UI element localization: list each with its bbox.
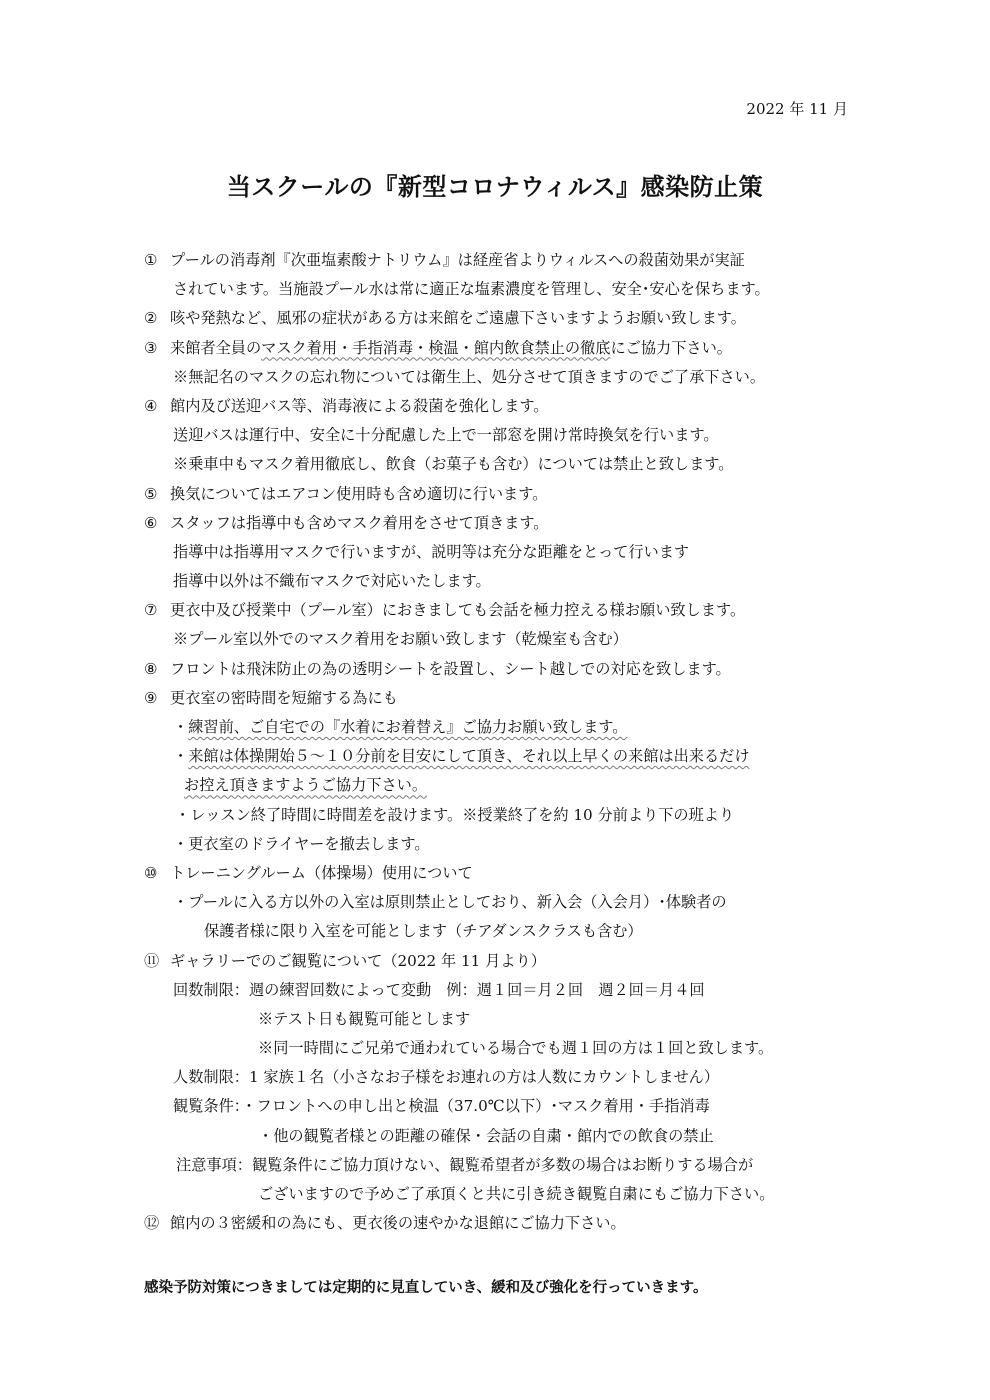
item-text: 館内及び送迎バス等、消毒液による殺菌を強化します。	[170, 396, 549, 415]
bullet: ・	[173, 718, 189, 736]
list-item-10	[144, 859, 864, 888]
item-text: トレーニングルーム（体操場）使用について	[170, 863, 473, 882]
viewing-caution-continued: ございますので予めご了承頂くと共に引き続き観覧自粛にもご協力下さい。	[258, 1185, 775, 1203]
sub-item-continued: 保護者様に限り入室を可能とします（チアダンスクラスも含む）	[204, 922, 643, 941]
item-number: ⑧	[144, 659, 158, 678]
document-title: 当スクールの『新型コロナウィルス』感染防止策	[226, 173, 764, 201]
item-number: ③	[144, 338, 158, 357]
item-number: ⑫	[144, 1214, 160, 1233]
item-number: ①	[144, 251, 158, 269]
viewing-limit-people: 人数制限：1 家族１名（小さなお子様をお連れの方は人数にカウントしません）	[173, 1068, 720, 1087]
sub-item: ・更衣室のドライヤーを撤去します。	[173, 834, 430, 853]
sub-item-continued	[144, 771, 864, 800]
list-item-4	[144, 392, 864, 421]
item-text-continued: 指導中以外は不織布マスクで対応いたします。	[173, 572, 491, 591]
list-item-11	[144, 947, 864, 976]
list-item-12	[144, 1209, 864, 1238]
item-text-continued: ※無記名のマスクの忘れ物については衛生上、処分させて頂きますのでご了承下さい。	[173, 367, 766, 386]
list-item-6	[144, 509, 864, 538]
viewing-limit-count: 回数制限：週の練習回数によって変動 例：週１回＝月２回 週２回＝月４回	[173, 980, 705, 999]
emphasized-text: 来館は体操開始５～１０分前を目安にして頂き、それ以上早くの来館は出来るだけ	[188, 747, 750, 766]
item-text: スタッフは指導中も含めマスク着用をさせて頂きます。	[170, 513, 549, 532]
item-number: ⑦	[144, 601, 158, 620]
item-number: ⑤	[144, 484, 158, 503]
sub-item	[144, 713, 864, 742]
item-text: 咳や発熱など、風邪の症状がある方は来館をご遠慮下さいますようお願い致します。	[170, 309, 746, 328]
viewing-caution: 注意事項：観覧条件にご協力頂けない、観覧希望者が多数の場合はお断りする場合が	[176, 1155, 754, 1174]
item-text: フロントは飛沫防止の為の透明シートを設置し、シート越しでの対応を致します。	[170, 659, 731, 678]
sub-item: ・プールに入る方以外の入室は原則禁止としており、新入会（入会月）･体験者の	[173, 893, 727, 912]
item-text: 更衣室の密時間を短縮する為にも	[170, 688, 398, 707]
item-text: 更衣中及び授業中（プール室）におきましても会話を極力控える様お願い致します。	[170, 601, 746, 620]
item-text: にご協力下さい。	[610, 338, 732, 357]
item-number: ⑩	[144, 863, 158, 882]
item-text: 換気についてはエアコン使用時も含め適切に行います。	[170, 484, 548, 503]
list-item-8	[144, 655, 864, 684]
list-item-3	[144, 334, 864, 363]
item-text-continued: 送迎バスは運行中、安全に十分配慮した上で一部窓を開け常時換気を行います。	[173, 426, 719, 445]
item-number: ④	[144, 396, 158, 415]
closing-statement: 感染予防対策につきましては定期的に見直していき、緩和及び強化を行っていきます。	[144, 1280, 708, 1296]
viewing-conditions: 観覧条件：・フロントへの申し出と検温（37.0℃以下）･マスク着用・手指消毒	[173, 1097, 710, 1116]
list-item-7	[144, 596, 864, 625]
item-number: ⑥	[144, 513, 158, 532]
list-item-9	[144, 684, 864, 713]
emphasized-text: マスク着用・手指消毒・検温・館内飲食禁止の徹底	[261, 338, 611, 357]
emphasized-text: 練習前、ご自宅での『水着にお着替え』ご協力お願い致します。	[188, 718, 628, 736]
list-item-1	[144, 246, 864, 275]
item-text-continued: 指導中は指導用マスクで行いますが、説明等は充分な距離をとって行います	[173, 542, 690, 561]
list-item-5	[144, 480, 864, 509]
emphasized-text: お控え頂きますようご協力下さい。	[184, 776, 427, 795]
item-text-continued: ※乗車中もマスク着用徹底し、飲食（お菓子も含む）については禁止と致します。	[173, 455, 734, 474]
item-text: 来館者全員の	[170, 338, 262, 357]
item-number: ⑨	[144, 688, 158, 707]
bullet: ・	[173, 747, 189, 766]
policy-list	[144, 246, 864, 1238]
item-text-continued: ※プール室以外でのマスク着用をお願い致します（乾燥室も含む）	[173, 630, 628, 649]
document-date: 2022 年 11 月	[746, 100, 848, 118]
viewing-note: ※テスト日も観覧可能とします	[258, 1009, 471, 1028]
item-number: ②	[144, 309, 158, 328]
viewing-conditions-continued: ・他の観覧者様との距離の確保・会話の自粛・館内での飲食の禁止	[258, 1126, 714, 1145]
item-number: ⑪	[144, 951, 160, 970]
sub-item: ・レッスン終了時間に時間差を設けます。※授業終了を約 10 分前より下の班より	[175, 805, 735, 824]
item-text: プールの消毒剤『次亜塩素酸ナトリウム』は経産省よりウィルスへの殺菌効果が実証	[170, 251, 745, 269]
item-text: ギャラリーでのご観覧について（2022 年 11 月より）	[170, 951, 546, 970]
viewing-note: ※同一時間にご兄弟で通われている場合でも週１回の方は１回と致します。	[258, 1039, 774, 1058]
item-text-continued: されています。当施設プール水は常に適正な塩素濃度を管理し、安全･安心を保ちます。	[173, 280, 770, 299]
sub-item	[144, 742, 864, 771]
item-text: 館内の３密緩和の為にも、更衣後の速やかな退館にご協力下さい。	[170, 1214, 626, 1233]
list-item-2	[144, 304, 864, 333]
